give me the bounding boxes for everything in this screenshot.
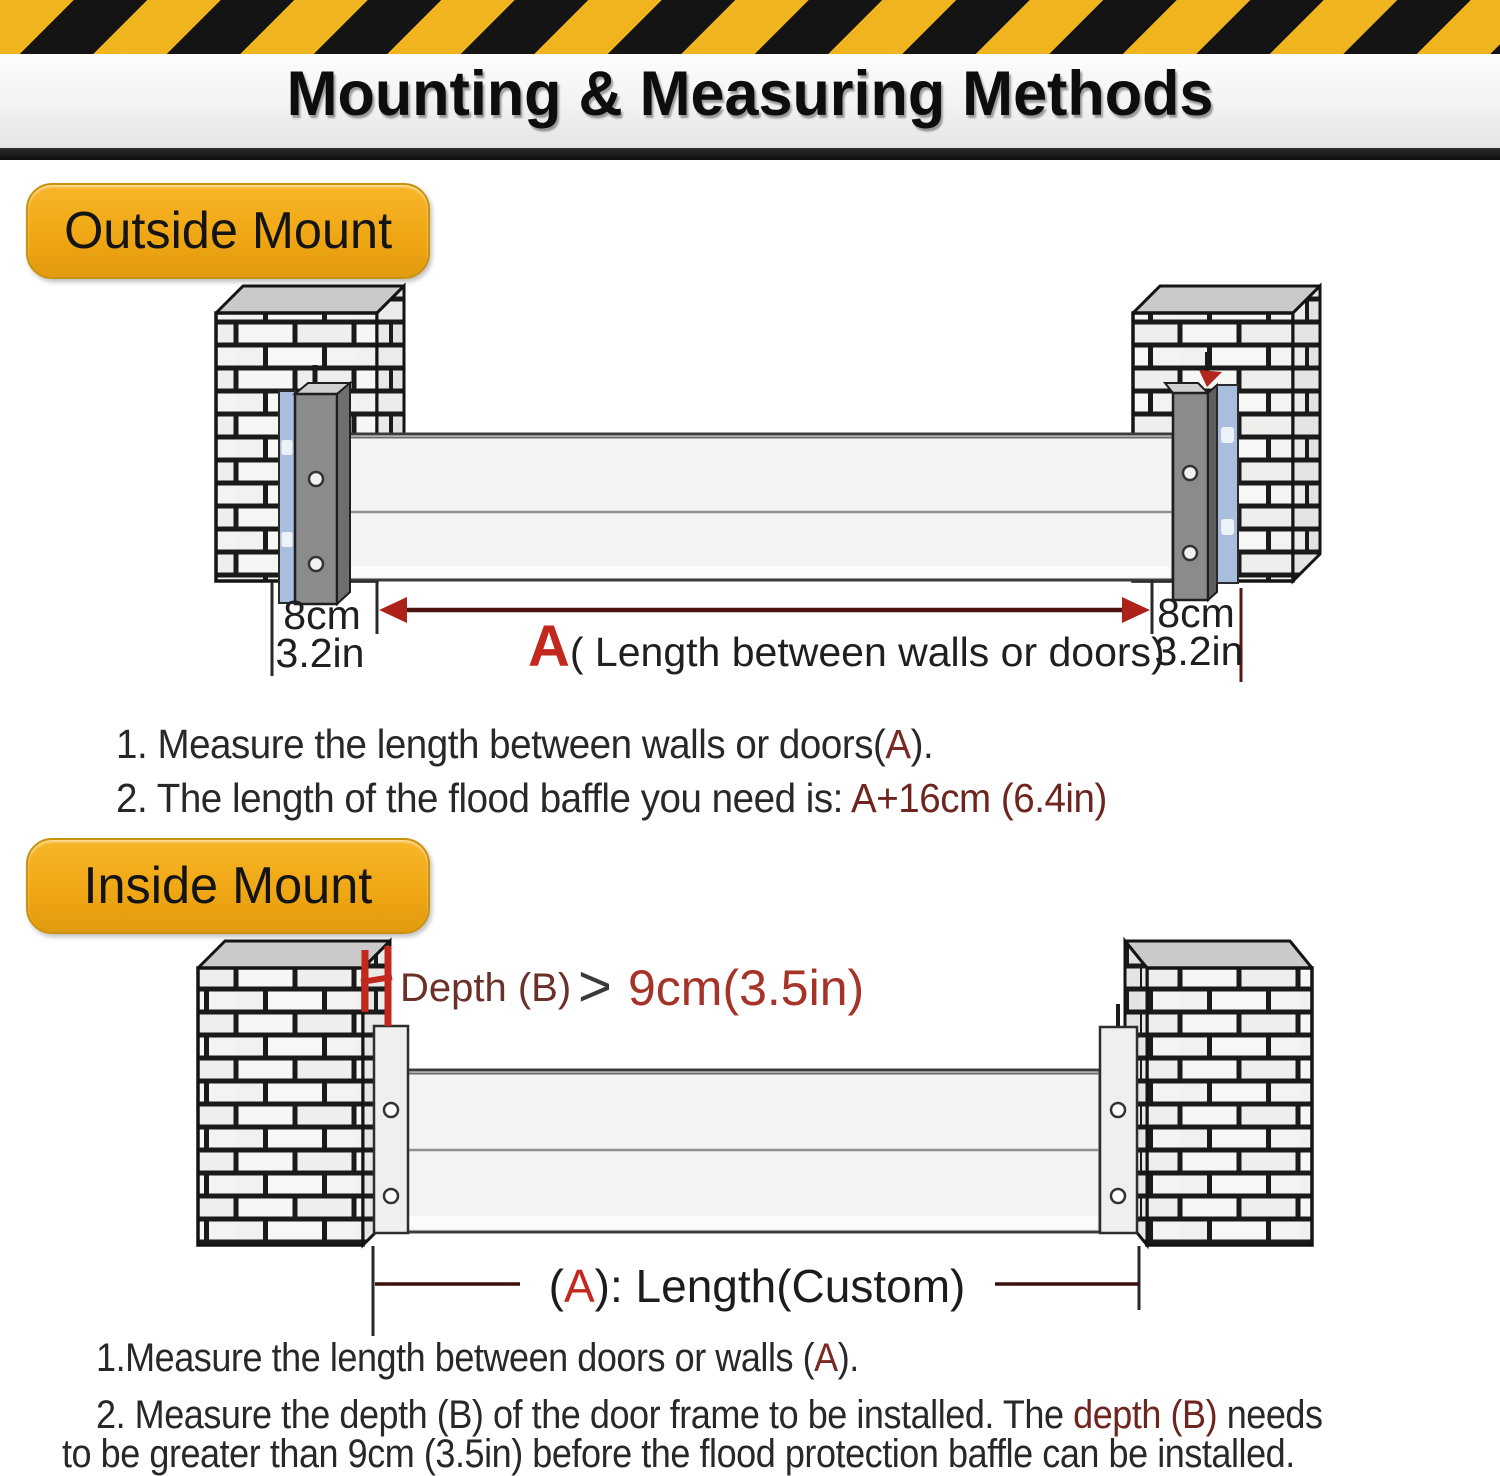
inside-left-bracket — [374, 1026, 408, 1233]
length-between-label — [528, 614, 1165, 679]
screw-hole — [1111, 1189, 1125, 1203]
screw-hole — [1183, 546, 1197, 560]
inside-right-pillar — [1125, 941, 1312, 1245]
right-offset-in: 3.2in — [1154, 628, 1244, 674]
caution-tape-band — [0, 0, 1500, 54]
left-offset-in: 3.2in — [275, 630, 365, 676]
pillar-front-face — [198, 968, 363, 1245]
pillar-top-face — [198, 941, 390, 968]
bracket-side-face — [1208, 385, 1217, 600]
inside-step-2-wrap: to be greater than 9cm (3.5in) before the flood protection baffle can be installed. — [62, 1432, 1295, 1476]
depth-label-group — [400, 954, 864, 1019]
seal-dot — [282, 440, 293, 455]
arrowhead-left-icon — [379, 597, 407, 623]
flood-baffle-inside — [400, 1070, 1100, 1232]
inside-step-2-continued — [62, 1433, 1295, 1475]
inside-right-bracket — [1100, 1004, 1137, 1233]
screw-hole — [1111, 1103, 1125, 1117]
baffle-panels — [340, 434, 1173, 580]
length-label-rest: ): Length(Custom) — [594, 1260, 966, 1312]
inside-measurement — [373, 1246, 1139, 1336]
inside-mount-badge-label: Inside Mount — [83, 857, 373, 915]
outside-step-2-pre: 2. The length of the flood baffle you need is: — [116, 775, 852, 821]
flood-baffle-outside — [340, 434, 1173, 580]
bracket-side-face — [337, 383, 350, 604]
length-label-rest: ( Length between walls or doors) — [569, 629, 1165, 675]
length-a-accent: A — [563, 1260, 595, 1312]
outside-measurement — [272, 580, 1243, 682]
inside-step-1-a: A — [814, 1336, 838, 1380]
outside-mount-badge — [26, 183, 430, 279]
outside-mount-diagram — [0, 270, 1500, 685]
seal-dot — [282, 532, 293, 547]
header-band — [0, 54, 1500, 148]
pillar-side-face — [1293, 286, 1320, 581]
length-open: ( — [548, 1260, 564, 1312]
outside-step-2 — [116, 777, 1107, 820]
outside-step-1-pre: 1. Measure the length between walls or doors( — [116, 721, 886, 767]
outside-step-2-value: A+16cm (6.4in) — [851, 775, 1107, 821]
seal-dot — [1221, 427, 1234, 443]
inside-step-1-pre: 1.Measure the length between doors or walls ( — [96, 1336, 815, 1380]
inside-step-1 — [96, 1337, 859, 1379]
inside-step-2-highlight: depth (B) — [1073, 1393, 1218, 1437]
outside-left-bracket — [279, 365, 350, 604]
pillar-front-face — [1147, 968, 1312, 1245]
bracket-front-face — [295, 394, 337, 604]
seal-strip-blue — [279, 391, 295, 603]
header-divider-bar — [0, 148, 1500, 160]
outside-step-1 — [116, 723, 933, 766]
pillar-top-face — [216, 286, 404, 313]
left-offset-cm: 8cm — [283, 592, 361, 638]
length-a-accent: A — [528, 614, 570, 679]
baffle-bottom-strip — [343, 566, 1170, 577]
inside-mount-badge — [26, 838, 430, 934]
baffle-bottom-strip — [403, 1216, 1097, 1228]
seal-dot — [1221, 519, 1234, 535]
screw-hole — [384, 1189, 398, 1203]
pillar-top-face — [1125, 941, 1312, 968]
screw-hole — [309, 557, 323, 571]
arrowhead-right-icon — [1122, 597, 1150, 623]
greater-than-sign: > — [578, 954, 612, 1019]
screw-hole — [1183, 466, 1197, 480]
outside-right-bracket — [1165, 352, 1238, 600]
inside-step-2-pre: 2. Measure the depth (B) of the door frame to be installed. The — [96, 1393, 1074, 1437]
bracket-front-face — [1173, 393, 1208, 600]
outside-step-1-post: ). — [910, 721, 934, 767]
screw-hole — [384, 1103, 398, 1117]
outside-mount-badge-label: Outside Mount — [63, 202, 393, 260]
page-title: Mounting & Measuring Methods — [286, 59, 1214, 129]
custom-length-label — [549, 1260, 966, 1312]
seal-strip-blue — [1217, 385, 1238, 583]
right-offset-cm: 8cm — [1157, 590, 1235, 636]
pillar-top-face — [1133, 286, 1320, 313]
inside-step-1-post: ). — [837, 1336, 859, 1380]
depth-value: 9cm(3.5in) — [628, 960, 865, 1016]
depth-label: Depth (B) — [400, 966, 572, 1010]
inside-mount-diagram — [0, 935, 1500, 1340]
inside-step-2-post: needs — [1217, 1393, 1323, 1437]
inside-step-2 — [96, 1394, 1323, 1436]
screw-hole — [309, 472, 323, 486]
inside-left-pillar — [198, 941, 390, 1245]
outside-step-1-a: A — [885, 721, 911, 767]
